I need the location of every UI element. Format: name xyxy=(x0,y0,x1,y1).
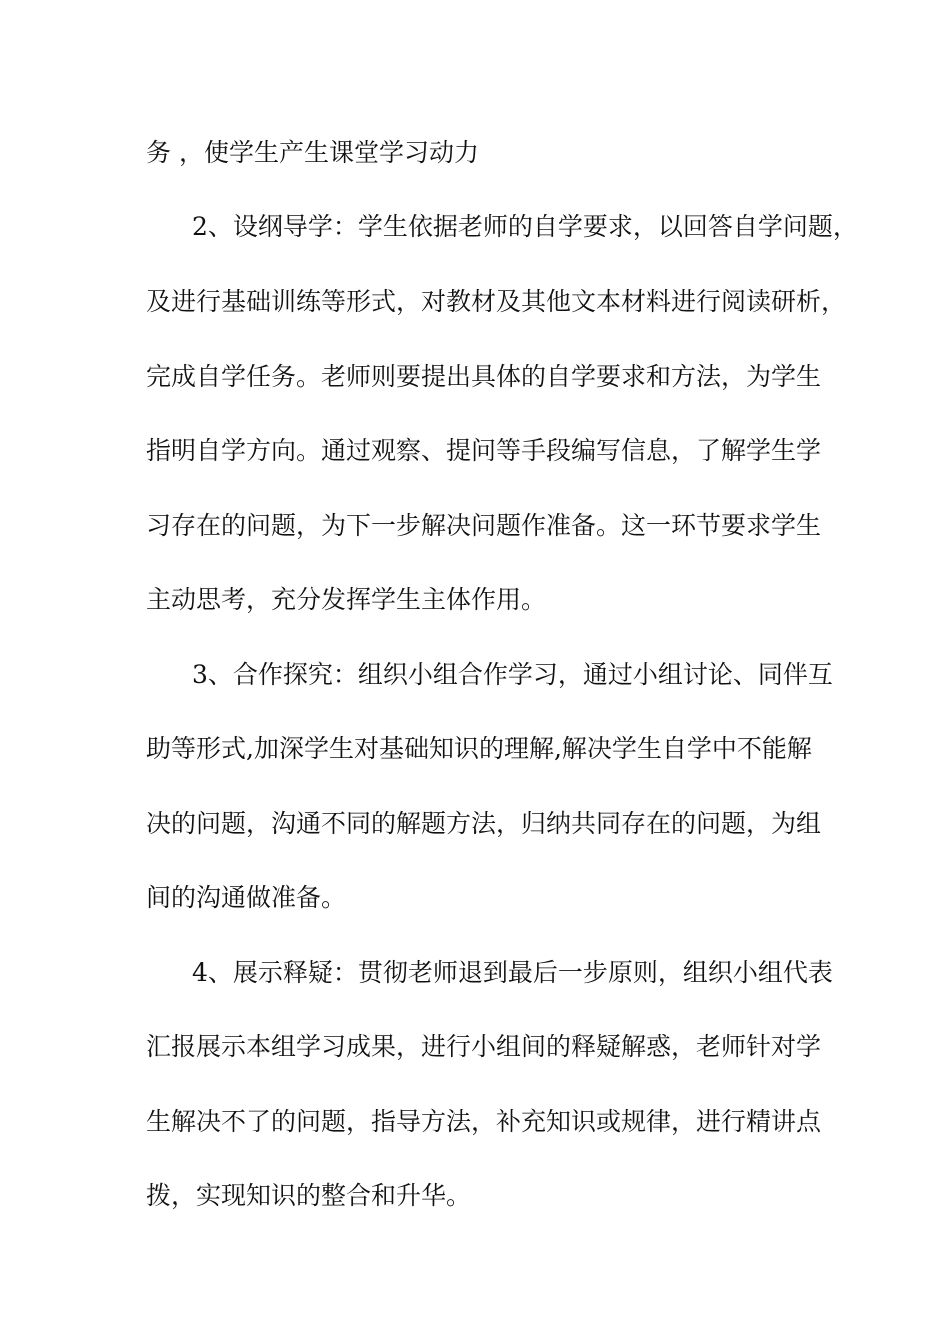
text-line: 务 ，使学生产生课堂学习动力 xyxy=(146,138,479,167)
text-line: 主动思考，充分发挥学生主体作用。 xyxy=(146,585,547,614)
text-line: 助等形式,加深学生对基础知识的理解,解决学生自学中不能解 xyxy=(146,734,812,763)
text-line: 指明自学方向。通过观察、提问等手段编写信息，了解学生学 xyxy=(146,436,822,465)
text-line: 决的问题，沟通不同的解题方法，归纳共同存在的问题，为组 xyxy=(146,809,822,838)
text-line: 习存在的问题，为下一步解决问题作准备。这一环节要求学生 xyxy=(146,511,822,540)
text-line: 生解决不了的问题，指导方法，补充知识或规律，进行精讲点 xyxy=(146,1107,822,1136)
text-line: 3、合作探究：组织小组合作学习，通过小组讨论、同伴互 xyxy=(192,660,833,689)
text-line: 汇报展示本组学习成果，进行小组间的释疑解惑，老师针对学 xyxy=(146,1032,822,1061)
text-line: 完成自学任务。老师则要提出具体的自学要求和方法，为学生 xyxy=(146,362,822,391)
text-line: 及进行基础训练等形式，对教材及其他文本材料进行阅读研析， xyxy=(146,287,847,316)
text-line: 拨，实现知识的整合和升华。 xyxy=(146,1181,472,1210)
text-line: 4、展示释疑：贯彻老师退到最后一步原则，组织小组代表 xyxy=(192,958,833,987)
text-line: 2、设纲导学：学生依据老师的自学要求，以回答自学问题， xyxy=(192,212,858,241)
text-line: 间的沟通做准备。 xyxy=(146,883,347,912)
